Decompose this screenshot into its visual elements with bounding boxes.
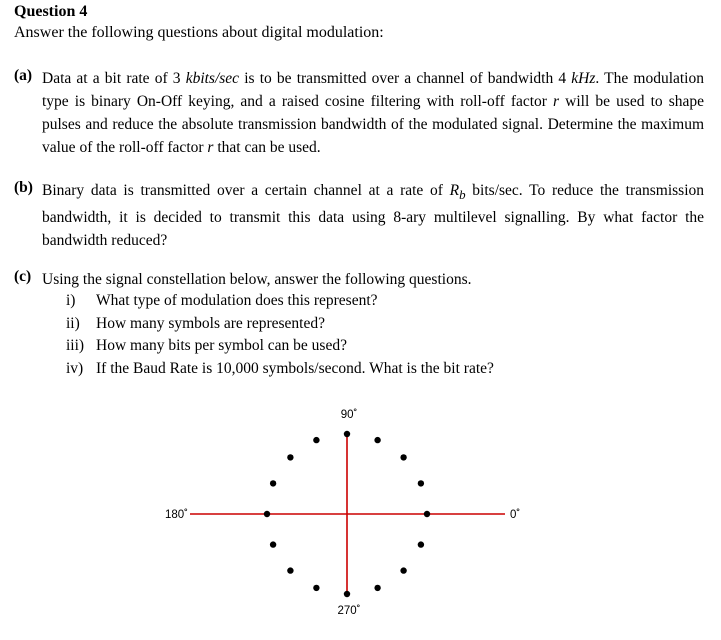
constellation-point	[270, 480, 276, 486]
part-a	[14, 67, 704, 159]
constellation-point	[313, 437, 319, 443]
constellation-point	[400, 567, 406, 573]
constellation-point	[418, 480, 424, 486]
list-item: iv) If the Baud Rate is 10,000 symbols/second. What is the bit rate?	[66, 359, 494, 377]
part-c	[14, 268, 704, 377]
constellation-point	[264, 511, 270, 517]
label-270: 270˚	[337, 605, 361, 617]
question-title: Question 4	[14, 3, 88, 20]
constellation-point	[287, 567, 293, 573]
constellation-point	[344, 431, 350, 437]
constellation-point	[374, 585, 380, 591]
list-item: i) What type of modulation does this represent?	[66, 292, 378, 309]
list-item: iii) How many bits per symbol can be used?	[66, 337, 347, 354]
constellation-point	[344, 591, 350, 597]
constellation-point	[287, 454, 293, 460]
constellation-point	[424, 511, 430, 517]
part-b	[14, 179, 704, 252]
part-c-label: (c)	[14, 268, 32, 285]
part-a-label: (a)	[14, 67, 33, 84]
part-c-text: Using the signal constellation below, answer the following questions.	[42, 271, 472, 288]
label-0: 0˚	[510, 509, 521, 521]
part-c-questions	[66, 290, 494, 380]
part-a-text: Data at a bit rate of 3 kbits/sec is to be transmitted over a channel of bandwidth 4 kHz. The modulation type is binary On-Off keying, and a raised cosine filtering with roll-off factor r will be used to shape pulses and reduce the absolute transmission bandwidth of the modulated signal. Determine the maximum value of the roll-off factor r that can be used.	[42, 70, 704, 156]
list-item: ii) How many symbols are represented?	[66, 314, 325, 332]
label-90: 90˚	[340, 409, 358, 421]
label-180: 180˚	[164, 509, 188, 521]
constellation-point	[418, 541, 424, 547]
part-b-text: Binary data is transmitted over a certain channel at a rate of $R_b$ bits/sec. To reduce the transmission bandwidth, it is decided to transmit this data using 8-ary multilevel signalling. By what factor the bandwidth reduced?	[42, 182, 705, 250]
constellation-points	[264, 431, 430, 597]
constellation-point	[374, 437, 380, 443]
part-b-label: (b)	[14, 179, 33, 196]
constellation-point	[313, 585, 319, 591]
constellation-point	[400, 454, 406, 460]
question-intro: Answer the following questions about digital modulation:	[14, 24, 384, 41]
constellation-point	[270, 541, 276, 547]
